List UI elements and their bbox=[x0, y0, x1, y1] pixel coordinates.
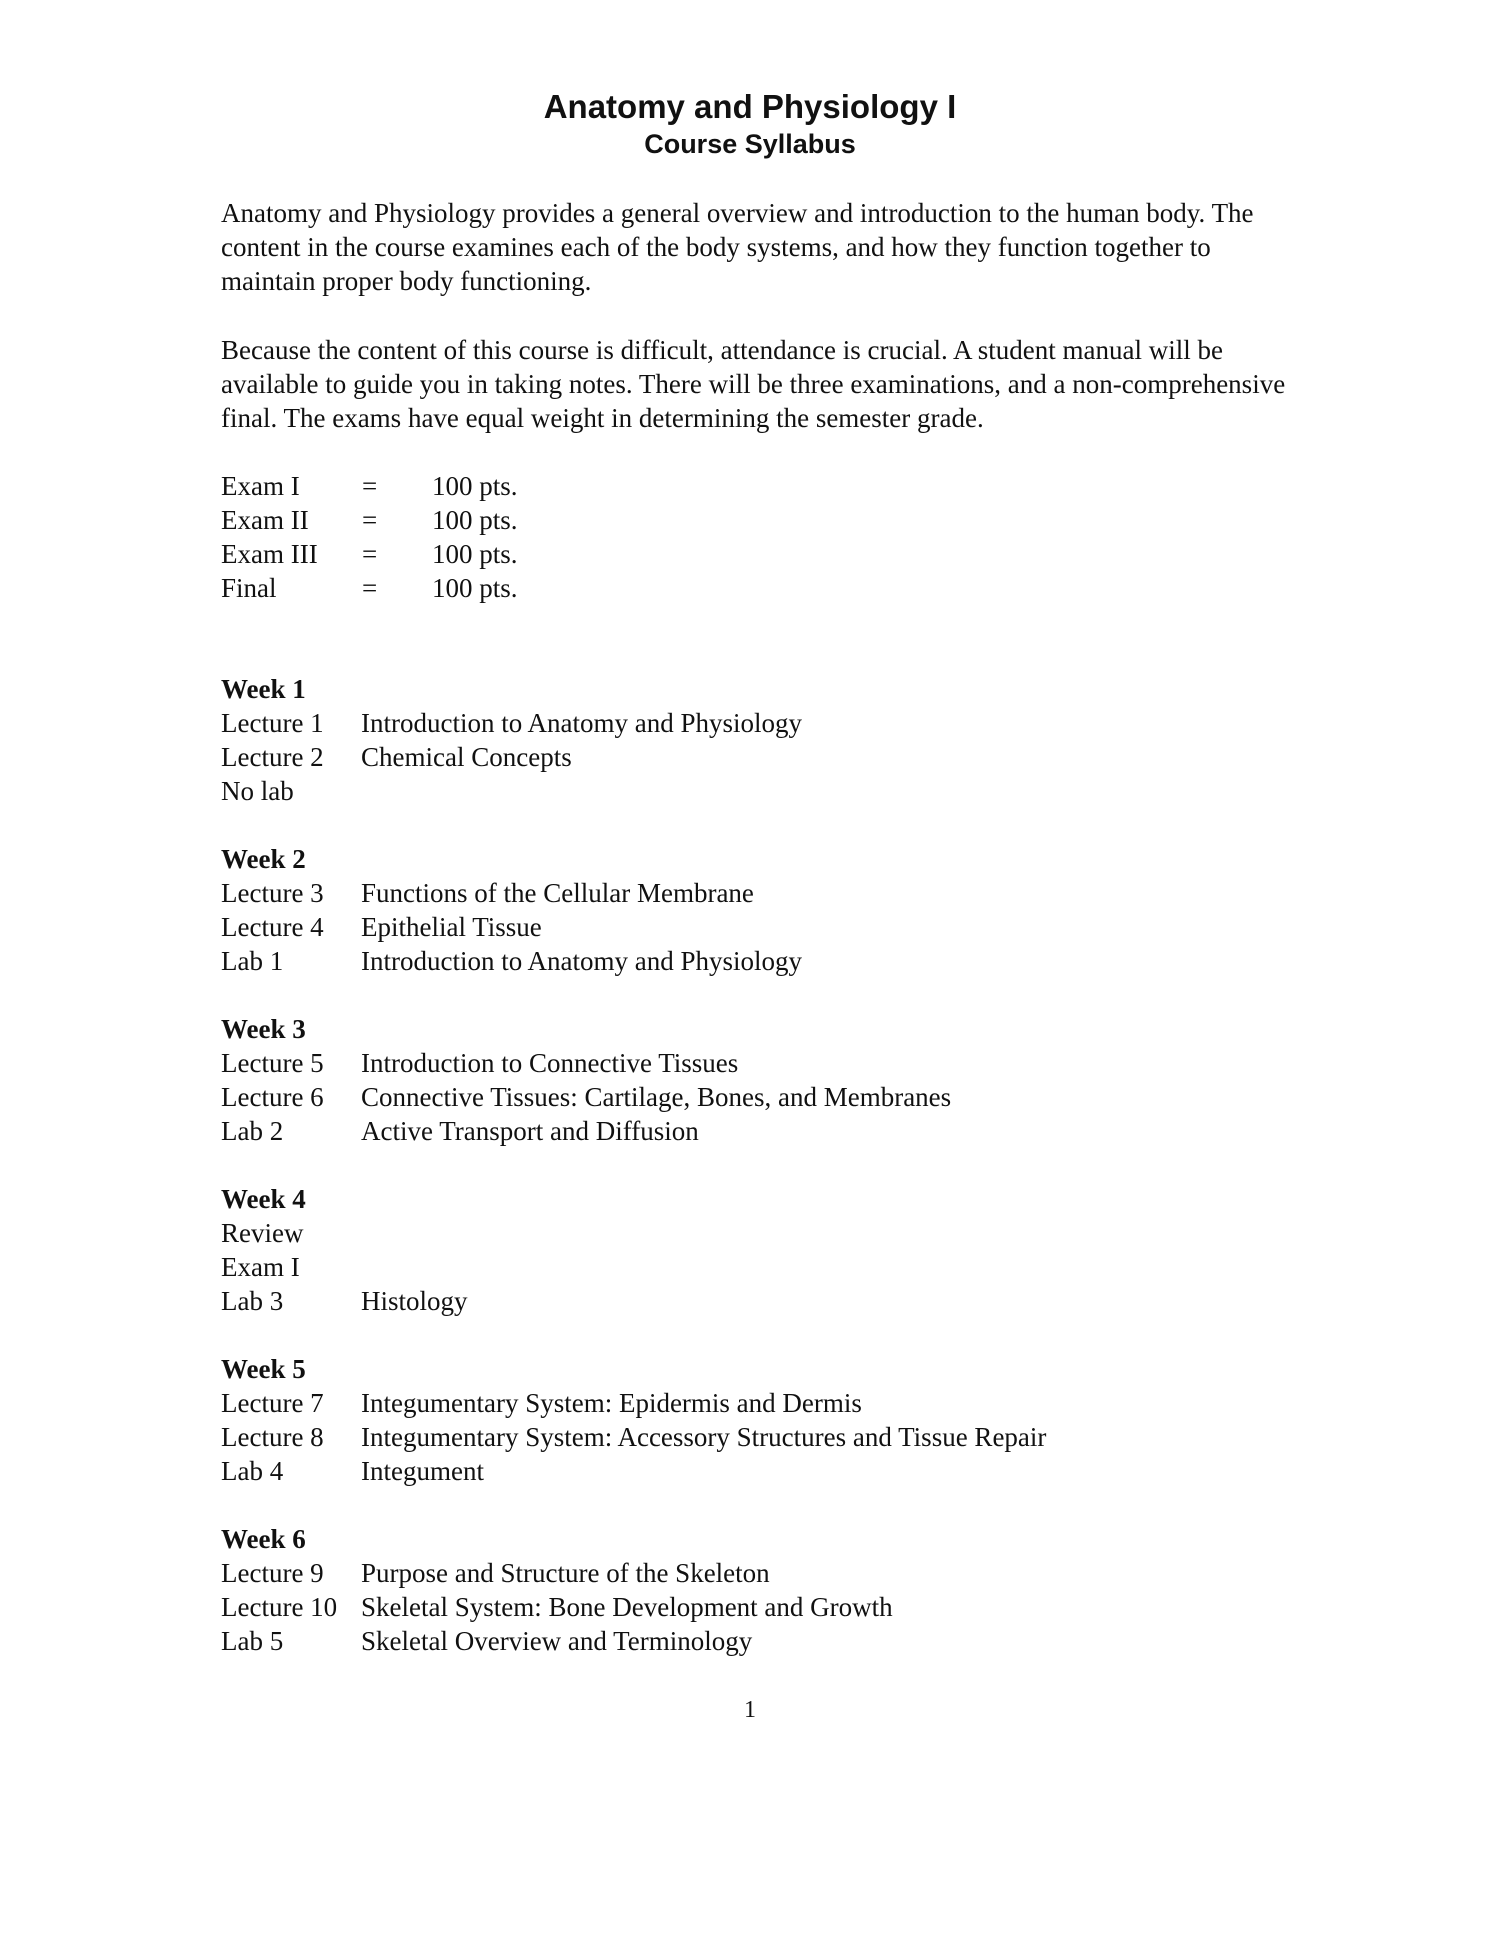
schedule-row bbox=[221, 1284, 468, 1318]
week-heading: Week 4 bbox=[221, 1184, 306, 1214]
session-kind: No lab bbox=[221, 776, 294, 806]
schedule-row bbox=[221, 1454, 484, 1488]
week-block-5 bbox=[221, 1352, 1047, 1488]
schedule-row bbox=[221, 1624, 753, 1658]
week-block-4 bbox=[221, 1182, 468, 1318]
session-topic: Integument bbox=[361, 1456, 484, 1486]
session-topic: Introduction to Anatomy and Physiology bbox=[361, 946, 802, 976]
schedule-row bbox=[221, 740, 572, 774]
schedule-row bbox=[221, 944, 802, 978]
session-topic: Epithelial Tissue bbox=[361, 912, 542, 942]
week-heading: Week 3 bbox=[221, 1014, 306, 1044]
schedule-row bbox=[221, 1046, 739, 1080]
session-kind: Lecture 5 bbox=[221, 1048, 324, 1078]
session-kind: Exam I bbox=[221, 1252, 300, 1282]
session-kind: Lab 5 bbox=[221, 1626, 284, 1656]
document-title: Anatomy and Physiology I bbox=[543, 88, 957, 125]
week-block-1 bbox=[221, 672, 802, 808]
schedule-row bbox=[221, 1590, 893, 1624]
week-block-3 bbox=[221, 1012, 952, 1148]
session-kind: Lab 4 bbox=[221, 1456, 284, 1486]
session-topic: Integumentary System: Accessory Structures and Tissue Repair bbox=[361, 1422, 1047, 1452]
session-topic: Introduction to Connective Tissues bbox=[361, 1048, 739, 1078]
session-topic: Integumentary System: Epidermis and Dermis bbox=[361, 1388, 862, 1418]
session-topic: Functions of the Cellular Membrane bbox=[361, 878, 754, 908]
points-label: Final bbox=[221, 573, 277, 603]
session-kind: Lecture 9 bbox=[221, 1558, 324, 1588]
page-number: 1 bbox=[744, 1697, 756, 1723]
points-value: 100 pts. bbox=[432, 539, 518, 569]
session-kind: Lecture 8 bbox=[221, 1422, 324, 1452]
attendance-paragraph: Because the content of this course is difficult, attendance is crucial. A student manual will be available to guide you in taking notes. There will be three examinations, and a non-comprehensive final. The exams have equal weight in determining the semester grade. bbox=[221, 335, 1286, 433]
session-kind: Lecture 4 bbox=[221, 912, 324, 942]
schedule-row bbox=[221, 1216, 306, 1250]
week-heading: Week 6 bbox=[221, 1524, 306, 1554]
points-value: 100 pts. bbox=[432, 573, 518, 603]
week-block-2 bbox=[221, 842, 802, 978]
document-subtitle: Course Syllabus bbox=[644, 129, 856, 159]
points-equals: = bbox=[362, 471, 378, 501]
schedule-row bbox=[221, 910, 542, 944]
schedule-row bbox=[221, 706, 802, 740]
points-label: Exam II bbox=[221, 505, 309, 535]
schedule-row bbox=[221, 1114, 699, 1148]
session-topic: Histology bbox=[361, 1286, 468, 1316]
session-topic: Chemical Concepts bbox=[361, 742, 572, 772]
session-topic: Connective Tissues: Cartilage, Bones, and Membranes bbox=[361, 1082, 952, 1112]
points-equals: = bbox=[362, 539, 378, 569]
session-kind: Lecture 10 bbox=[221, 1592, 338, 1622]
session-kind: Lecture 6 bbox=[221, 1082, 324, 1112]
session-topic: Active Transport and Diffusion bbox=[361, 1116, 699, 1146]
week-block-6 bbox=[221, 1522, 893, 1658]
schedule-row bbox=[221, 1080, 952, 1114]
schedule-row bbox=[221, 1420, 1047, 1454]
weekly-schedule bbox=[221, 672, 1047, 1692]
session-kind: Lab 2 bbox=[221, 1116, 284, 1146]
week-heading: Week 5 bbox=[221, 1354, 306, 1384]
session-topic: Skeletal Overview and Terminology bbox=[361, 1626, 753, 1656]
points-value: 100 pts. bbox=[432, 505, 518, 535]
schedule-row bbox=[221, 774, 306, 808]
schedule-row bbox=[221, 1250, 306, 1284]
points-label: Exam III bbox=[221, 539, 318, 569]
points-value: 100 pts. bbox=[432, 471, 518, 501]
session-topic: Skeletal System: Bone Development and Growth bbox=[361, 1592, 893, 1622]
schedule-row bbox=[221, 876, 754, 910]
session-kind: Review bbox=[221, 1218, 304, 1248]
session-kind: Lecture 3 bbox=[221, 878, 324, 908]
session-kind: Lab 1 bbox=[221, 946, 284, 976]
week-heading: Week 1 bbox=[221, 674, 306, 704]
week-heading: Week 2 bbox=[221, 844, 306, 874]
schedule-row bbox=[221, 1386, 862, 1420]
points-label: Exam I bbox=[221, 471, 300, 501]
session-kind: Lab 3 bbox=[221, 1286, 284, 1316]
session-topic: Purpose and Structure of the Skeleton bbox=[361, 1558, 770, 1588]
session-kind: Lecture 2 bbox=[221, 742, 324, 772]
session-kind: Lecture 1 bbox=[221, 708, 324, 738]
schedule-row bbox=[221, 1556, 770, 1590]
points-equals: = bbox=[362, 505, 378, 535]
session-kind: Lecture 7 bbox=[221, 1388, 324, 1418]
intro-paragraph: Anatomy and Physiology provides a general overview and introduction to the human body. The content in the course examines each of the body systems, and how they function together to maintain proper body functioning. bbox=[221, 198, 1254, 296]
points-equals: = bbox=[362, 573, 378, 603]
session-topic: Introduction to Anatomy and Physiology bbox=[361, 708, 802, 738]
